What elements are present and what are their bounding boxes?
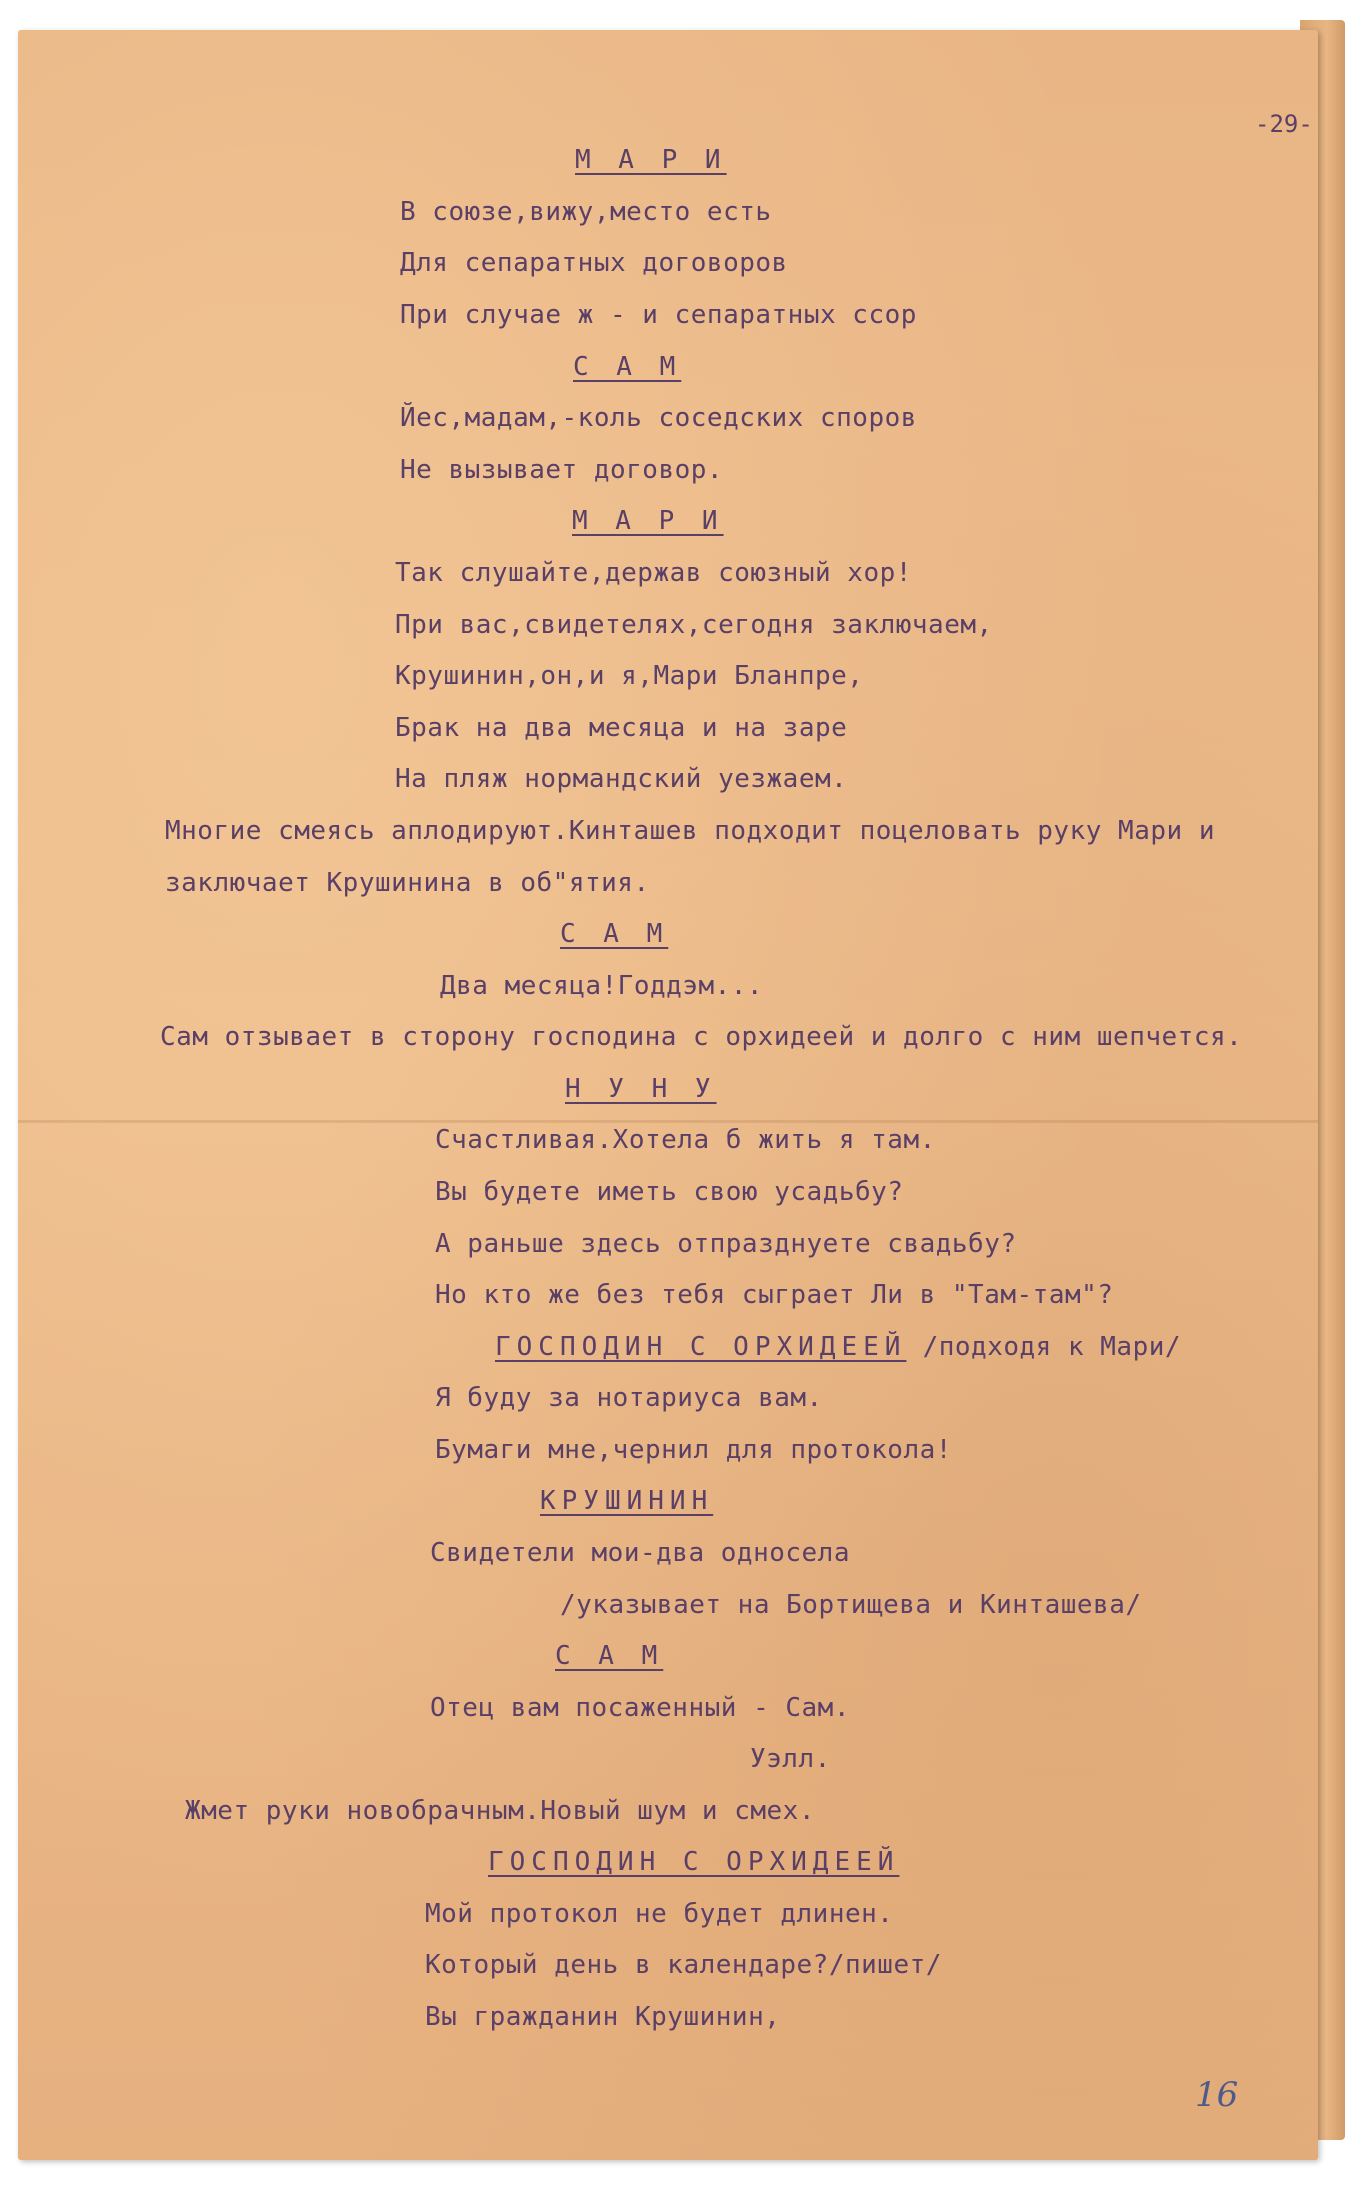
line-text: Крушинин,он,и я,Мари Бланпре, [395,661,864,691]
text-line [400,197,772,227]
text-line [395,661,863,691]
speaker-heading [495,1332,1181,1362]
sheet-number: 16 [1195,2075,1239,2115]
speaker-name: М А Р И [572,506,724,536]
line-text: Сам отзывает в сторону господина с орхидеей и долго с ним шепчется. [160,1022,1243,1052]
line-text: Бумаги мне,чернил для протокола! [435,1435,952,1465]
speaker-heading [488,1847,899,1877]
line-text: Так слушайте,держав союзный хор! [395,558,912,588]
line-text: При вас,свидетелях,сегодня заключаем, [395,610,993,640]
line-text: Который день в календаре?/пишет/ [425,1950,942,1980]
speaker-name: Н У Н У [565,1074,717,1104]
text-line [395,713,847,743]
stage-direction: /подходя к Мари/ [906,1332,1182,1362]
paper-fold [18,1120,1318,1123]
text-line [435,1125,936,1155]
line-text: На пляж нормандский уезжаем. [395,764,848,794]
line-text: Но кто же без тебя сыграет Ли в "Там-там"? [435,1280,1114,1310]
text-line [185,1796,815,1826]
text-line [395,764,847,794]
line-text: Не вызывает договор. [400,455,724,485]
line-text: Два месяца!Годдэм... [440,971,764,1001]
text-line [430,1538,850,1568]
text-line [425,1950,942,1980]
text-line [400,403,917,433]
text-line [430,1693,850,1723]
line-text: Мой протокол не будет длинен. [425,1899,894,1929]
page-number: -29- [1255,110,1313,138]
line-text: Йес,мадам,-коль соседских споров [400,403,917,433]
speaker-name: КРУШИНИН [540,1486,714,1516]
speaker-heading [573,352,681,382]
text-line [560,1590,1142,1620]
line-text: Брак на два месяца и на заре [395,713,848,743]
line-text: Жмет руки новобрачным.Новый шум и смех. [185,1796,815,1826]
text-line [165,868,650,898]
speaker-heading [565,1074,717,1104]
speaker-name: ГОСПОДИН С ОРХИДЕЕЙ [488,1847,900,1877]
text-line [435,1280,1113,1310]
speaker-name: С А М [555,1641,664,1671]
text-line [165,816,1215,846]
text-line [395,610,993,640]
text-line [400,455,723,485]
speaker-heading [572,506,724,536]
text-line [435,1435,952,1465]
speaker-name: С А М [560,919,669,949]
text-line [435,1383,823,1413]
text-line [400,248,788,278]
line-text: А раньше здесь отпразднуете свадьбу? [435,1229,1017,1259]
text-line [440,971,763,1001]
text-line [435,1229,1017,1259]
line-text: заключает Крушинина в об"ятия. [165,868,650,898]
speaker-name: М А Р И [575,145,727,175]
speaker-heading [540,1486,713,1516]
line-text: Я буду за нотариуса вам. [435,1383,823,1413]
speaker-heading [575,145,727,175]
text-line [425,1899,893,1929]
speaker-name: С А М [573,352,682,382]
line-text: Уэлл. [750,1744,831,1774]
text-line [400,300,917,330]
line-text: Свидетели мои-два односела [430,1538,850,1568]
line-text: Счастливая.Хотела б жить я там. [435,1125,936,1155]
text-line [750,1744,831,1774]
text-line [160,1022,1242,1052]
speaker-heading [560,919,668,949]
line-text: Для сепаратных договоров [400,248,788,278]
text-line [435,1177,903,1207]
line-text: В союзе,вижу,место есть [400,197,772,227]
line-text: /указывает на Бортищева и Кинташева/ [560,1590,1142,1620]
line-text: При случае ж - и сепаратных ссор [400,300,917,330]
speaker-heading [555,1641,663,1671]
line-text: Отец вам посаженный - Сам. [430,1693,850,1723]
speaker-name: ГОСПОДИН С ОРХИДЕЕЙ [495,1332,907,1362]
line-text: Вы будете иметь свою усадьбу? [435,1177,904,1207]
text-line [425,2002,780,2032]
line-text: Многие смеясь аплодируют.Кинташев подходит поцеловать руку Мари и [165,816,1215,846]
line-text: Вы гражданин Крушинин, [425,2002,781,2032]
text-line [395,558,912,588]
